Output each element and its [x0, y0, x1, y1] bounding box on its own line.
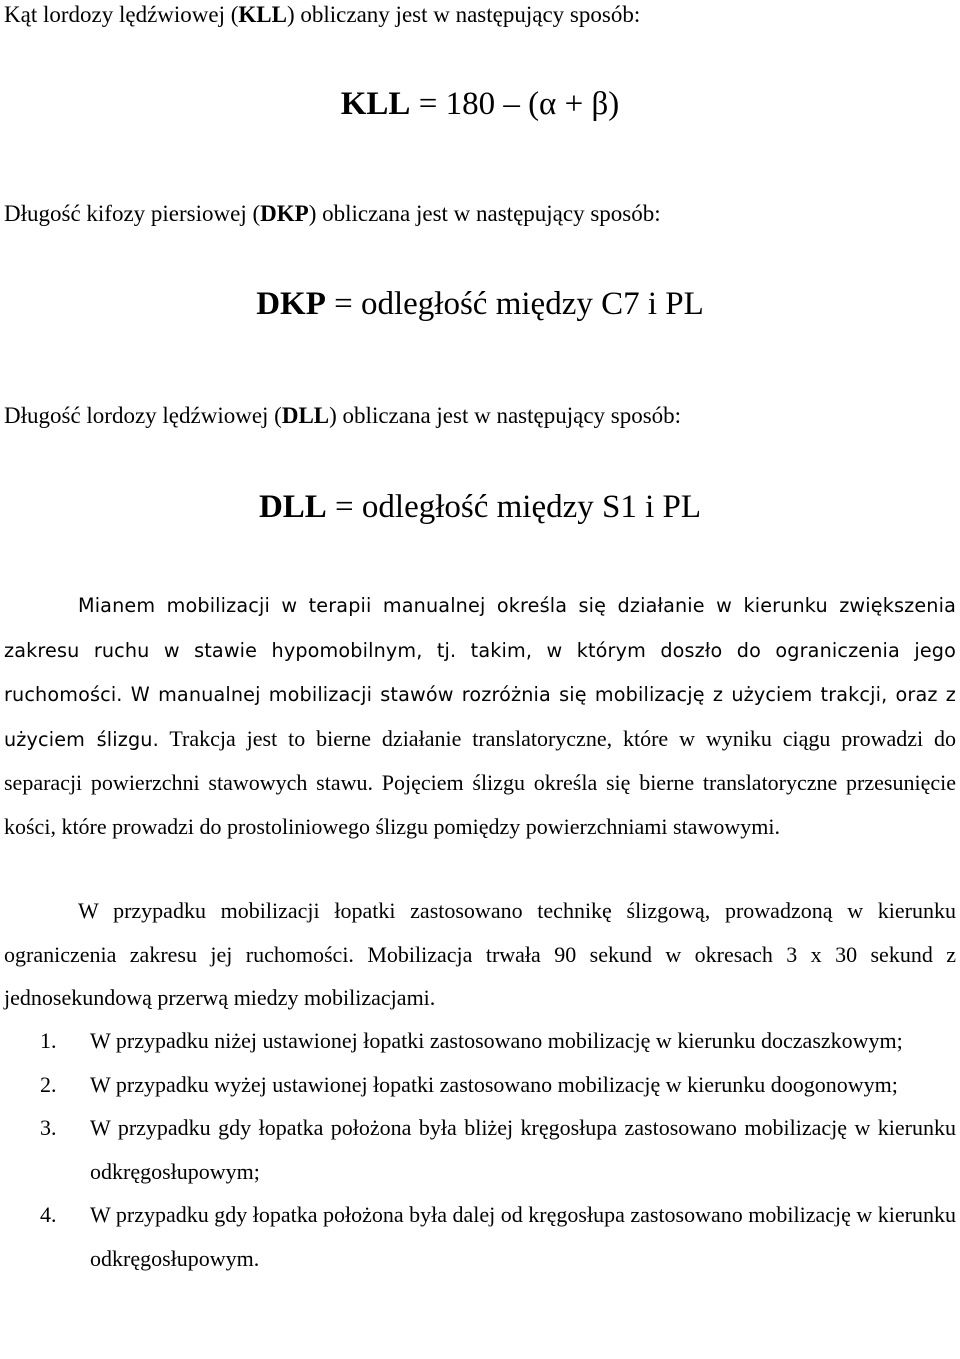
- dkp-intro-text: Długość kifozy piersiowej (: [4, 201, 261, 226]
- kll-formula: [0, 84, 960, 124]
- scapula-paragraph-part2: Mobilizacja trwała 90 sekund w okresach 3 x 30 sekund z jednosekundową przerwą miedzy mobilizacjami.: [4, 941, 957, 1010]
- kll-intro: [4, 0, 956, 30]
- mobilization-paragraph: [4, 583, 956, 848]
- dll-intro: [4, 401, 956, 431]
- list-item: [4, 1019, 956, 1063]
- dll-formula: [0, 487, 960, 527]
- kll-intro-text: Kąt lordozy lędźwiowej (: [4, 2, 239, 27]
- list-item-number: 2.: [40, 1071, 57, 1097]
- list-item: [4, 1193, 956, 1280]
- dkp-intro-text-end: ) obliczana jest w następujący sposób:: [308, 201, 661, 226]
- list-item-number: 3.: [40, 1115, 57, 1140]
- list-item-text: W przypadku gdy łopatka położona była dalej od kręgosłupa zastosowano mobilizację w kierunku odkręgosłupowym.: [90, 1202, 956, 1271]
- dll-formula-expression: = odległość między S1 i PL: [326, 489, 702, 525]
- dkp-formula: [0, 284, 960, 324]
- scapula-paragraph-part1: W przypadku mobilizacji łopatki zastosowano technikę ślizgową, prowadzoną w kierunku ograniczenia zakresu jej ruchomości.: [4, 898, 956, 967]
- list-item-number: 1.: [40, 1028, 57, 1053]
- kll-formula-abbr: KLL: [340, 86, 411, 122]
- mobilization-paragraph-part3: Trakcja jest to bierne działanie translatoryczne, które w wyniku ciągu prowadzi do separacji powierzchni stawowych stawu. Pojęciem ślizgu określa się bierne translatoryczne przesunięcie kości, które prowadzi do prostoliniowego ślizgu pomiędzy powierzchniami stawowymi.: [4, 725, 956, 839]
- dll-intro-abbr: DLL: [281, 403, 330, 428]
- kll-intro-abbr: KLL: [238, 2, 287, 27]
- mobilization-paragraph-part1: Mianem mobilizacji w terapii manualnej określa się działanie w kierunku zwiększenia zakresu ruchu w stawie hypomobilnym, tj.: [4, 594, 956, 662]
- dkp-intro: [4, 199, 956, 229]
- dll-intro-text-end: ) obliczana jest w następujący sposób:: [329, 403, 682, 428]
- list-item-text: W przypadku wyżej ustawionej łopatki zastosowano mobilizację w kierunku doogonowym;: [90, 1071, 898, 1097]
- list-item: [4, 1106, 956, 1193]
- scapula-paragraph: [4, 889, 956, 1020]
- mobilization-paragraph-part2: takim, w którym doszło do ograniczenia jego ruchomości. W manualnej mobilizacji stawów rozróżnia się mobilizację z użyciem trakcji, oraz z użyciem ślizgu.: [4, 638, 956, 751]
- list-item-number: 4.: [40, 1202, 57, 1227]
- dkp-formula-abbr: DKP: [256, 286, 326, 322]
- kll-intro-text-end: ) obliczany jest w następujący sposób:: [286, 2, 641, 27]
- list-item-text: W przypadku niżej ustawionej łopatki zastosowano mobilizację w kierunku doczaszkowym;: [90, 1028, 903, 1053]
- dll-formula-abbr: DLL: [258, 489, 327, 525]
- dll-intro-text: Długość lordozy lędźwiowej (: [4, 403, 282, 428]
- dkp-formula-expression: = odległość między C7 i PL: [325, 286, 704, 322]
- mobilization-direction-list: [4, 1019, 956, 1280]
- kll-formula-expression: = 180 – (α + β): [410, 86, 620, 122]
- list-item-text: W przypadku gdy łopatka położona była bliżej kręgosłupa zastosowano mobilizację w kierunku odkręgosłupowym;: [90, 1115, 956, 1184]
- dkp-intro-abbr: DKP: [260, 201, 309, 226]
- list-item: [4, 1063, 956, 1107]
